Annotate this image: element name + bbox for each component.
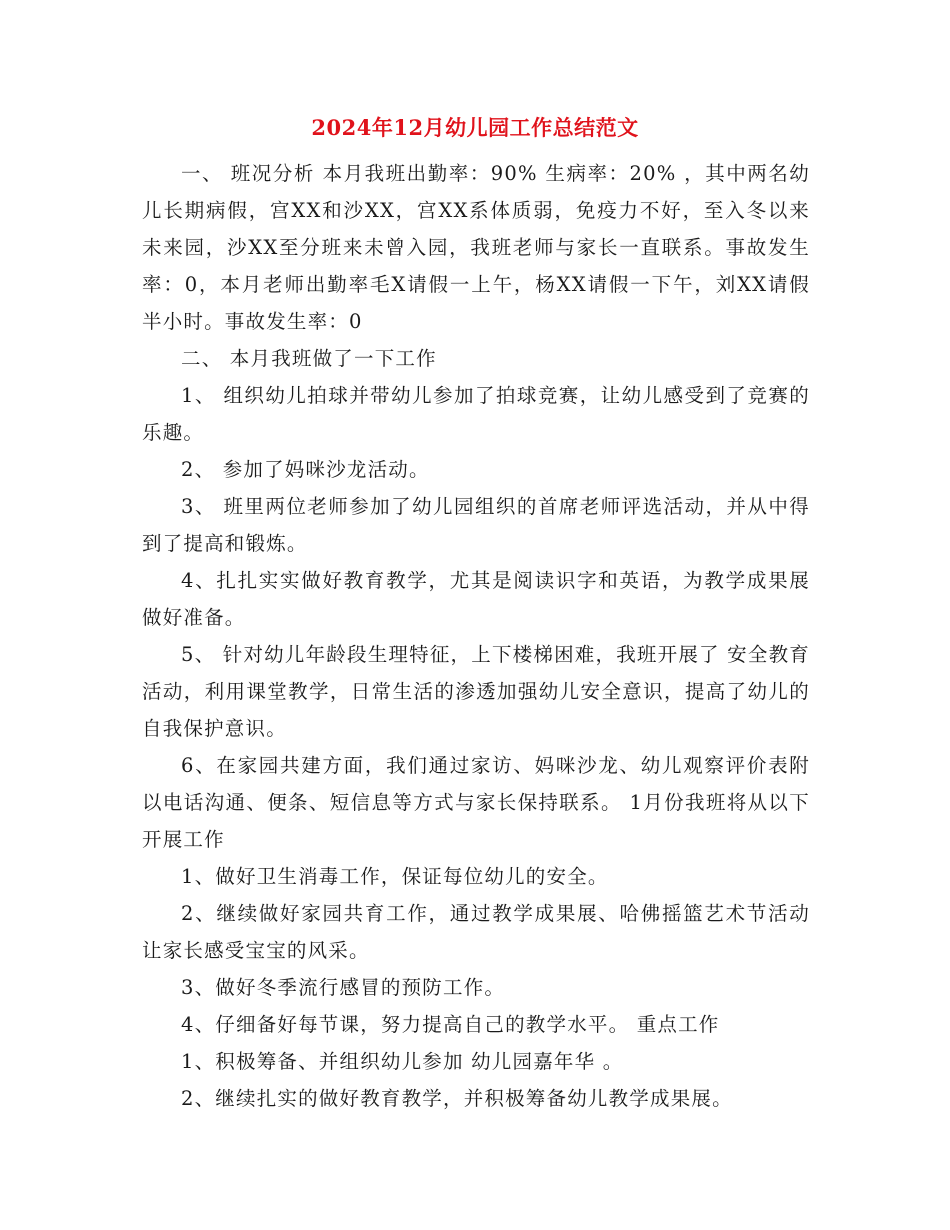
- paragraph-key-2: 2、继续扎实的做好教育教学，并积极筹备幼儿教学成果展。: [181, 1087, 733, 1110]
- paragraph-item-4: 4、扎扎实实做好教育教学，尤其是阅读识字和英语，为教学成果展做好准备。: [142, 569, 810, 629]
- paragraph-item-5: 5、 针对幼儿年龄段生理特征，上下楼梯困难，我班开展了 安全教育 活动，利用课堂教学，日常生活的渗透加强幼儿安全意识，提高了幼儿的自我保护意识。: [142, 643, 810, 740]
- paragraph-section-two-heading: 二、 本月我班做了一下工作: [181, 347, 437, 370]
- paragraph-plan-1: 1、做好卫生消毒工作，保证每位幼儿的安全。: [181, 865, 609, 888]
- paragraph-plan-2: 2、继续做好家园共育工作，通过教学成果展、哈佛摇篮艺术节活动让家长感受宝宝的风采。: [142, 902, 810, 962]
- document-body: [142, 155, 810, 1117]
- paragraph-item-1: 1、 组织幼儿拍球并带幼儿参加了拍球竞赛，让幼儿感受到了竞赛的乐趣。: [142, 384, 810, 444]
- paragraph-key-1: 1、积极筹备、并组织幼儿参加 幼儿园嘉年华 。: [181, 1050, 624, 1073]
- paragraph-item-2: 2、 参加了妈咪沙龙活动。: [181, 458, 430, 481]
- paragraph-item-3: 3、 班里两位老师参加了幼儿园组织的首席老师评选活动，并从中得到了提高和锻炼。: [142, 495, 810, 555]
- paragraph-item-6: 6、在家园共建方面，我们通过家访、妈咪沙龙、幼儿观察评价表附以电话沟通、便条、短信息等方式与家长保持联系。 1月份我班将从以下开展工作: [142, 754, 810, 851]
- paragraph-class-analysis: 一、 班况分析 本月我班出勤率：90% 生病率：20% ，其中两名幼儿长期病假，宫XX和沙XX，宫XX系体质弱，免疫力不好，至入冬以来未来园，沙XX至分班来未曾入园，我班老师与家长一直联系。事故发生率：0，本月老师出勤率毛X请假一上午，杨XX请假一下午，刘XX请假半小时。事故发生率：0: [142, 162, 810, 333]
- paragraph-plan-3: 3、做好冬季流行感冒的预防工作。: [181, 976, 506, 999]
- paragraph-plan-4: 4、仔细备好每节课，努力提高自己的教学水平。 重点工作: [181, 1013, 720, 1036]
- document-title: 2024年12月幼儿园工作总结范文: [311, 115, 639, 140]
